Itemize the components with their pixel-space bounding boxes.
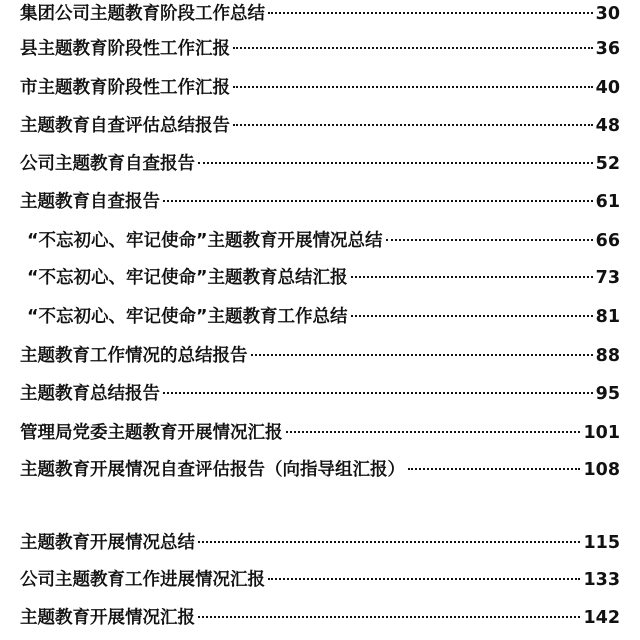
toc-entry[interactable] bbox=[27, 267, 620, 289]
toc-entry-title: “不忘初心、牢记使命”主题教育总结汇报 bbox=[27, 268, 348, 288]
toc-entry-page: 40 bbox=[595, 78, 620, 98]
toc-entry-title: 集团公司主题教育阶段工作总结 bbox=[20, 4, 265, 24]
toc-entry-page: 73 bbox=[595, 268, 620, 288]
toc-entry-page: 108 bbox=[583, 460, 620, 480]
dot-leader bbox=[163, 200, 593, 202]
toc-entry[interactable] bbox=[20, 459, 620, 481]
toc-entry-title: “不忘初心、牢记使命”主题教育工作总结 bbox=[27, 307, 348, 327]
dot-leader bbox=[233, 124, 593, 126]
dot-leader bbox=[198, 162, 593, 164]
toc-entry[interactable] bbox=[27, 230, 620, 252]
dot-leader bbox=[251, 354, 593, 356]
toc-entry-page: 133 bbox=[583, 570, 620, 590]
toc-entry-title: 主题教育开展情况自查评估报告（向指导组汇报） bbox=[20, 460, 405, 480]
toc-entry[interactable] bbox=[20, 115, 620, 137]
toc-entry-page: 81 bbox=[595, 307, 620, 327]
dot-leader bbox=[233, 47, 593, 49]
toc-entry-page: 101 bbox=[583, 423, 620, 443]
toc-entry[interactable] bbox=[27, 306, 620, 328]
toc-entry-title: 主题教育工作情况的总结报告 bbox=[20, 346, 248, 366]
toc-entry-title: 主题教育自查报告 bbox=[20, 192, 160, 212]
toc-entry[interactable] bbox=[20, 422, 620, 444]
dot-leader bbox=[198, 541, 580, 543]
toc-entry-page: 142 bbox=[583, 608, 620, 628]
dot-leader bbox=[268, 578, 580, 580]
dot-leader bbox=[163, 392, 593, 394]
toc-entry-title: “不忘初心、牢记使命”主题教育开展情况总结 bbox=[27, 231, 383, 251]
toc-entry-page: 61 bbox=[595, 192, 620, 212]
toc-entry[interactable] bbox=[20, 77, 620, 99]
dot-leader bbox=[351, 315, 593, 317]
dot-leader bbox=[268, 12, 593, 14]
dot-leader bbox=[351, 276, 593, 278]
toc-entry[interactable] bbox=[20, 383, 620, 405]
toc-entry-page: 30 bbox=[595, 4, 620, 24]
toc-entry-page: 52 bbox=[595, 154, 620, 174]
dot-leader bbox=[386, 239, 593, 241]
dot-leader bbox=[286, 431, 581, 433]
toc-entry-page: 36 bbox=[595, 39, 620, 59]
toc-entry[interactable] bbox=[20, 607, 620, 629]
toc-entry-title: 公司主题教育工作进展情况汇报 bbox=[20, 570, 265, 590]
toc-entry-title: 管理局党委主题教育开展情况汇报 bbox=[20, 423, 283, 443]
dot-leader bbox=[198, 616, 580, 618]
toc-entry-page: 95 bbox=[595, 384, 620, 404]
toc-entry-title: 市主题教育阶段性工作汇报 bbox=[20, 78, 230, 98]
toc-entry-title: 主题教育自查评估总结报告 bbox=[20, 116, 230, 136]
toc-entry-title: 公司主题教育自查报告 bbox=[20, 154, 195, 174]
toc-entry-page: 88 bbox=[595, 346, 620, 366]
toc-entry-page: 66 bbox=[595, 231, 620, 251]
toc-entry[interactable] bbox=[20, 532, 620, 554]
toc-entry[interactable] bbox=[20, 3, 620, 25]
toc-entry[interactable] bbox=[20, 153, 620, 175]
dot-leader bbox=[408, 468, 580, 470]
toc-entry-page: 48 bbox=[595, 116, 620, 136]
dot-leader bbox=[233, 86, 593, 88]
toc-entry[interactable] bbox=[20, 38, 620, 60]
toc-entry-title: 主题教育开展情况总结 bbox=[20, 533, 195, 553]
toc-entry-page: 115 bbox=[583, 533, 620, 553]
toc-entry-title: 主题教育总结报告 bbox=[20, 384, 160, 404]
toc-entry[interactable] bbox=[20, 191, 620, 213]
toc-entry-title: 主题教育开展情况汇报 bbox=[20, 608, 195, 628]
toc-entry[interactable] bbox=[20, 569, 620, 591]
toc-entry[interactable] bbox=[20, 345, 620, 367]
toc-entry-title: 县主题教育阶段性工作汇报 bbox=[20, 39, 230, 59]
